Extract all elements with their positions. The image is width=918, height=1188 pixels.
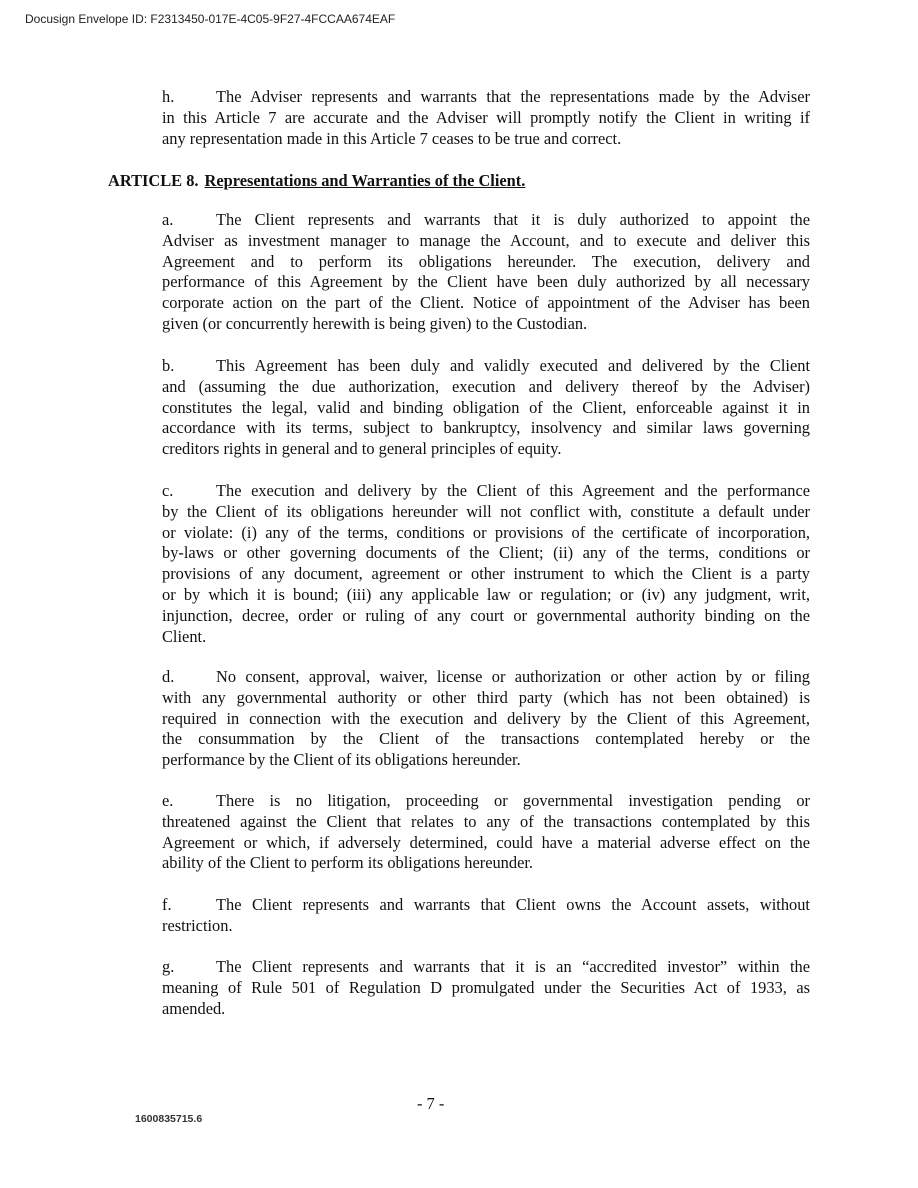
paragraph-line bbox=[162, 564, 810, 585]
paragraph-line bbox=[162, 87, 810, 108]
paragraph-f bbox=[162, 895, 810, 937]
paragraph-b bbox=[162, 356, 810, 460]
line-text: No consent, approval, waiver, license or authorization or other action by or filing bbox=[216, 667, 810, 686]
paragraph-label: c. bbox=[162, 481, 174, 500]
paragraph-e bbox=[162, 791, 810, 874]
paragraph-line bbox=[162, 853, 810, 874]
line-text: or violate: (i) any of the terms, conditions or provisions of the certificate of incorporation, bbox=[162, 522, 810, 542]
line-text: restriction. bbox=[162, 915, 233, 935]
paragraph-line bbox=[162, 293, 810, 314]
paragraph-line bbox=[162, 791, 810, 812]
paragraph-label: h. bbox=[162, 87, 175, 106]
document-id: 1600835715.6 bbox=[135, 1113, 203, 1125]
line-text: The Client represents and warrants that it is duly authorized to appoint the bbox=[216, 210, 810, 229]
paragraph-line bbox=[162, 750, 810, 771]
paragraph-line bbox=[162, 418, 810, 439]
line-text: by-laws or other governing documents of the Client; (ii) any of the terms, conditions or bbox=[162, 543, 810, 563]
paragraph-line bbox=[162, 709, 810, 730]
paragraph-label: b. bbox=[162, 356, 175, 375]
paragraph-a bbox=[162, 210, 810, 335]
paragraph-line bbox=[162, 957, 810, 978]
paragraph-label: e. bbox=[162, 791, 174, 810]
paragraph-line bbox=[162, 543, 810, 564]
line-text: constitutes the legal, valid and binding obligation of the Client, enforceable against it in bbox=[162, 397, 810, 417]
paragraph-line bbox=[162, 895, 810, 916]
line-text: meaning of Rule 501 of Regulation D promulgated under the Securities Act of 1933, as bbox=[162, 977, 810, 997]
line-text: the consummation by the Client of the transactions contemplated hereby or the bbox=[162, 729, 810, 749]
paragraph-line bbox=[162, 439, 810, 460]
paragraph-g bbox=[162, 957, 810, 1019]
paragraph-d bbox=[162, 667, 810, 771]
paragraph-line bbox=[162, 729, 810, 750]
paragraph-line bbox=[162, 667, 810, 688]
line-text: The execution and delivery by the Client of this Agreement and the performance bbox=[216, 481, 810, 500]
line-text: given (or concurrently herewith is being given) to the Custodian. bbox=[162, 313, 588, 333]
line-text: Agreement or which, if adversely determined, could have a material adverse effect on the bbox=[162, 832, 810, 852]
paragraph-label: g. bbox=[162, 957, 175, 976]
line-text: amended. bbox=[162, 998, 226, 1018]
line-text: injunction, decree, order or ruling of any court or governmental authority binding on the bbox=[162, 605, 810, 625]
line-text: Agreement and to perform its obligations hereunder. The execution, delivery and bbox=[162, 251, 810, 271]
paragraph-h bbox=[162, 87, 810, 149]
paragraph-c bbox=[162, 481, 810, 647]
line-text: required in connection with the execution and delivery by the Client of this Agreement, bbox=[162, 708, 810, 728]
line-text: This Agreement has been duly and validly executed and delivered by the Client bbox=[216, 356, 810, 375]
line-text: corporate action on the part of the Client. Notice of appointment of the Adviser has been bbox=[162, 293, 810, 313]
paragraph-label: f. bbox=[162, 895, 172, 914]
paragraph-label: a. bbox=[162, 210, 174, 229]
line-text: performance by the Client of its obligations hereunder. bbox=[162, 750, 521, 770]
paragraph-line bbox=[162, 812, 810, 833]
envelope-id: Docusign Envelope ID: F2313450-017E-4C05-9F27-4FCCAA674EAF bbox=[25, 12, 396, 26]
line-text: accordance with its terms, subject to bankruptcy, insolvency and similar laws governing bbox=[162, 418, 810, 438]
line-text: any representation made in this Article 7 ceases to be true and correct. bbox=[162, 128, 622, 148]
paragraph-line bbox=[162, 356, 810, 377]
paragraph-line bbox=[162, 585, 810, 606]
line-text: Client. bbox=[162, 626, 207, 646]
line-text: or by which it is bound; (iii) any applicable law or regulation; or (iv) any judgment, writ, bbox=[162, 584, 810, 604]
paragraph-label: d. bbox=[162, 667, 175, 686]
line-text: by the Client of its obligations hereunder will not conflict with, constitute a default under bbox=[162, 501, 810, 521]
line-text: threatened against the Client that relates to any of the transactions contemplated by this bbox=[162, 811, 810, 831]
paragraph-line bbox=[162, 916, 810, 937]
page-number: - 7 - bbox=[417, 1094, 445, 1113]
paragraph-line bbox=[162, 129, 810, 150]
paragraph-line bbox=[162, 377, 810, 398]
paragraph-line bbox=[162, 231, 810, 252]
paragraph-line bbox=[162, 108, 810, 129]
paragraph-line bbox=[162, 523, 810, 544]
line-text: The Client represents and warrants that it is an “accredited investor” within the bbox=[216, 957, 810, 976]
paragraph-line bbox=[162, 210, 810, 231]
line-text: Adviser as investment manager to manage the Account, and to execute and deliver this bbox=[162, 230, 810, 250]
line-text: in this Article 7 are accurate and the Adviser will promptly notify the Client in writing if bbox=[162, 107, 810, 127]
paragraph-line bbox=[162, 398, 810, 419]
line-text: with any governmental authority or other third party (which has not been obtained) is bbox=[162, 687, 810, 707]
article-number: ARTICLE 8. bbox=[108, 171, 199, 190]
paragraph-line bbox=[162, 978, 810, 999]
article-title: Representations and Warranties of the Client. bbox=[204, 171, 526, 190]
paragraph-line bbox=[162, 999, 810, 1020]
line-text: creditors rights in general and to general principles of equity. bbox=[162, 439, 562, 459]
line-text: ability of the Client to perform its obligations hereunder. bbox=[162, 853, 533, 873]
paragraph-line bbox=[162, 314, 810, 335]
paragraph-line bbox=[162, 833, 810, 854]
line-text: performance of this Agreement by the Client have been duly authorized by all necessary bbox=[162, 272, 810, 292]
paragraph-line bbox=[162, 627, 810, 648]
line-text: and (assuming the due authorization, execution and delivery thereof by the Adviser) bbox=[162, 376, 810, 396]
paragraph-line bbox=[162, 252, 810, 273]
paragraph-line bbox=[162, 688, 810, 709]
paragraph-line bbox=[162, 606, 810, 627]
paragraph-line bbox=[162, 502, 810, 523]
paragraph-line bbox=[162, 272, 810, 293]
line-text: The Adviser represents and warrants that the representations made by the Adviser bbox=[216, 87, 810, 106]
article-heading bbox=[108, 171, 525, 192]
line-text: provisions of any document, agreement or other instrument to which the Client is a party bbox=[162, 564, 810, 584]
paragraph-line bbox=[162, 481, 810, 502]
line-text: There is no litigation, proceeding or governmental investigation pending or bbox=[216, 791, 810, 810]
line-text: The Client represents and warrants that Client owns the Account assets, without bbox=[216, 895, 810, 914]
